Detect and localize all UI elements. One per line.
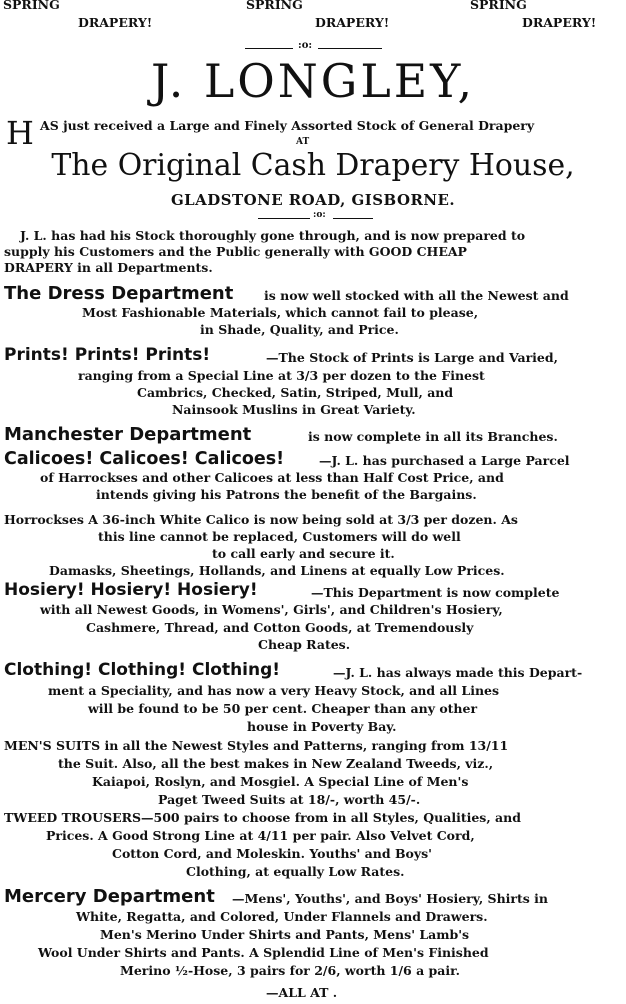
drapery-2: DRAPERY! [315, 15, 390, 30]
address: GLADSTONE ROAD, GISBORNE. [170, 191, 456, 209]
all-at: —ALL AT . [266, 985, 338, 1000]
manchester-heading: Manchester Department [4, 424, 252, 445]
house-name: The Original Cash Drapery House, [51, 148, 575, 183]
separator-1: :o: [298, 40, 313, 51]
hosiery-heading: Hosiery! Hosiery! Hosiery! [4, 580, 258, 600]
horrockses-line2: this line cannot be replaced, Customers will do well [98, 529, 461, 544]
suits-line1: MEN'S SUITS in all the Newest Styles and Patterns, ranging from 13/11 [4, 738, 509, 753]
intro-at: AT [296, 137, 310, 147]
manchester-line1: is now complete in all its Branches. [308, 429, 558, 444]
mercery-line3: Men's Merino Under Shirts and Pants, Mens' Lamb's [100, 927, 470, 942]
calicoes-heading: Calicoes! Calicoes! Calicoes! [4, 449, 285, 469]
para1-line3: DRAPERY in all Departments. [4, 260, 213, 275]
para1-line1: J. L. has had his Stock thoroughly gone through, and is now prepared to [20, 228, 526, 243]
rule-left [245, 48, 293, 49]
trousers-line4: Clothing, at equally Low Rates. [186, 864, 405, 879]
suits-line2: the Suit. Also, all the best makes in New Zealand Tweeds, viz., [58, 756, 494, 771]
mercery-line2: White, Regatta, and Colored, Under Flannels and Drawers. [76, 909, 488, 924]
trousers-line3: Cotton Cord, and Moleskin. Youths' and Boys' [112, 846, 432, 861]
drapery-3: DRAPERY! [522, 15, 597, 30]
hosiery-line2: with all Newest Goods, in Womens', Girls', and Children's Hosiery, [40, 602, 503, 617]
dress-line1: is now well stocked with all the Newest and [264, 288, 569, 303]
spring-2: SPRING [246, 0, 303, 12]
clothing-line3: will be found to be 50 per cent. Cheaper than any other [88, 701, 478, 716]
dropcap: H [6, 114, 34, 152]
trousers-line1: TWEED TROUSERS—500 pairs to choose from in all Styles, Qualities, and [4, 810, 521, 825]
drapery-1: DRAPERY! [78, 15, 153, 30]
prints-heading: Prints! Prints! Prints! [4, 345, 211, 365]
calicoes-line2: of Harrockses and other Calicoes at less than Half Cost Price, and [40, 470, 504, 485]
rule-right [318, 48, 382, 49]
prints-line3: Cambrics, Checked, Satin, Striped, Mull, and [137, 385, 454, 400]
prints-line4: Nainsook Muslins in Great Variety. [172, 402, 416, 417]
mercery-line1: —Mens', Youths', and Boys' Hosiery, Shirts in [232, 891, 548, 906]
suits-line4: Paget Tweed Suits at 18/-, worth 45/-. [158, 792, 421, 807]
merchant-name: J. LONGLEY, [150, 55, 476, 108]
horrockses-line4: Damasks, Sheetings, Hollands, and Linens at equally Low Prices. [49, 563, 505, 578]
clothing-line1: —J. L. has always made this Depart- [333, 665, 583, 680]
prints-line1: —The Stock of Prints is Large and Varied, [266, 350, 558, 365]
calicoes-line1: —J. L. has purchased a Large Parcel [319, 453, 570, 468]
dress-line3: in Shade, Quality, and Price. [200, 322, 399, 337]
trousers-line2: Prices. A Good Strong Line at 4/11 per pair. Also Velvet Cord, [46, 828, 475, 843]
rule-right-2 [333, 218, 373, 219]
hosiery-line1: —This Department is now complete [311, 585, 560, 600]
clothing-heading: Clothing! Clothing! Clothing! [4, 660, 281, 680]
rule-left-2 [258, 218, 310, 219]
hosiery-line4: Cheap Rates. [258, 637, 351, 652]
dress-line2: Most Fashionable Materials, which cannot fail to please, [82, 305, 479, 320]
separator-2: :o: [313, 210, 326, 220]
para1-line2: supply his Customers and the Public generally with GOOD CHEAP [4, 244, 467, 259]
spring-1: SPRING [3, 0, 60, 12]
suits-line3: Kaiapoi, Roslyn, and Mosgiel. A Special Line of Men's [92, 774, 469, 789]
mercery-line4: Wool Under Shirts and Pants. A Splendid Line of Men's Finished [38, 945, 489, 960]
hosiery-line3: Cashmere, Thread, and Cotton Goods, at Tremendously [86, 620, 474, 635]
horrockses-line3: to call early and secure it. [212, 546, 395, 561]
prints-line2: ranging from a Special Line at 3/3 per dozen to the Finest [78, 368, 485, 383]
clothing-line4: house in Poverty Bay. [247, 719, 397, 734]
intro-line1: AS just received a Large and Finely Assorted Stock of General Drapery [40, 118, 535, 133]
spring-3: SPRING [470, 0, 527, 12]
clothing-line2: ment a Speciality, and has now a very Heavy Stock, and all Lines [48, 683, 500, 698]
mercery-line5: Merino ½-Hose, 3 pairs for 2/6, worth 1/6 a pair. [120, 963, 460, 978]
mercery-heading: Mercery Department [4, 886, 215, 907]
dress-heading: The Dress Department [4, 283, 234, 304]
calicoes-line3: intends giving his Patrons the benefit of the Bargains. [96, 487, 477, 502]
horrockses-line1: Horrockses A 36-inch White Calico is now being sold at 3/3 per dozen. As [4, 512, 518, 527]
